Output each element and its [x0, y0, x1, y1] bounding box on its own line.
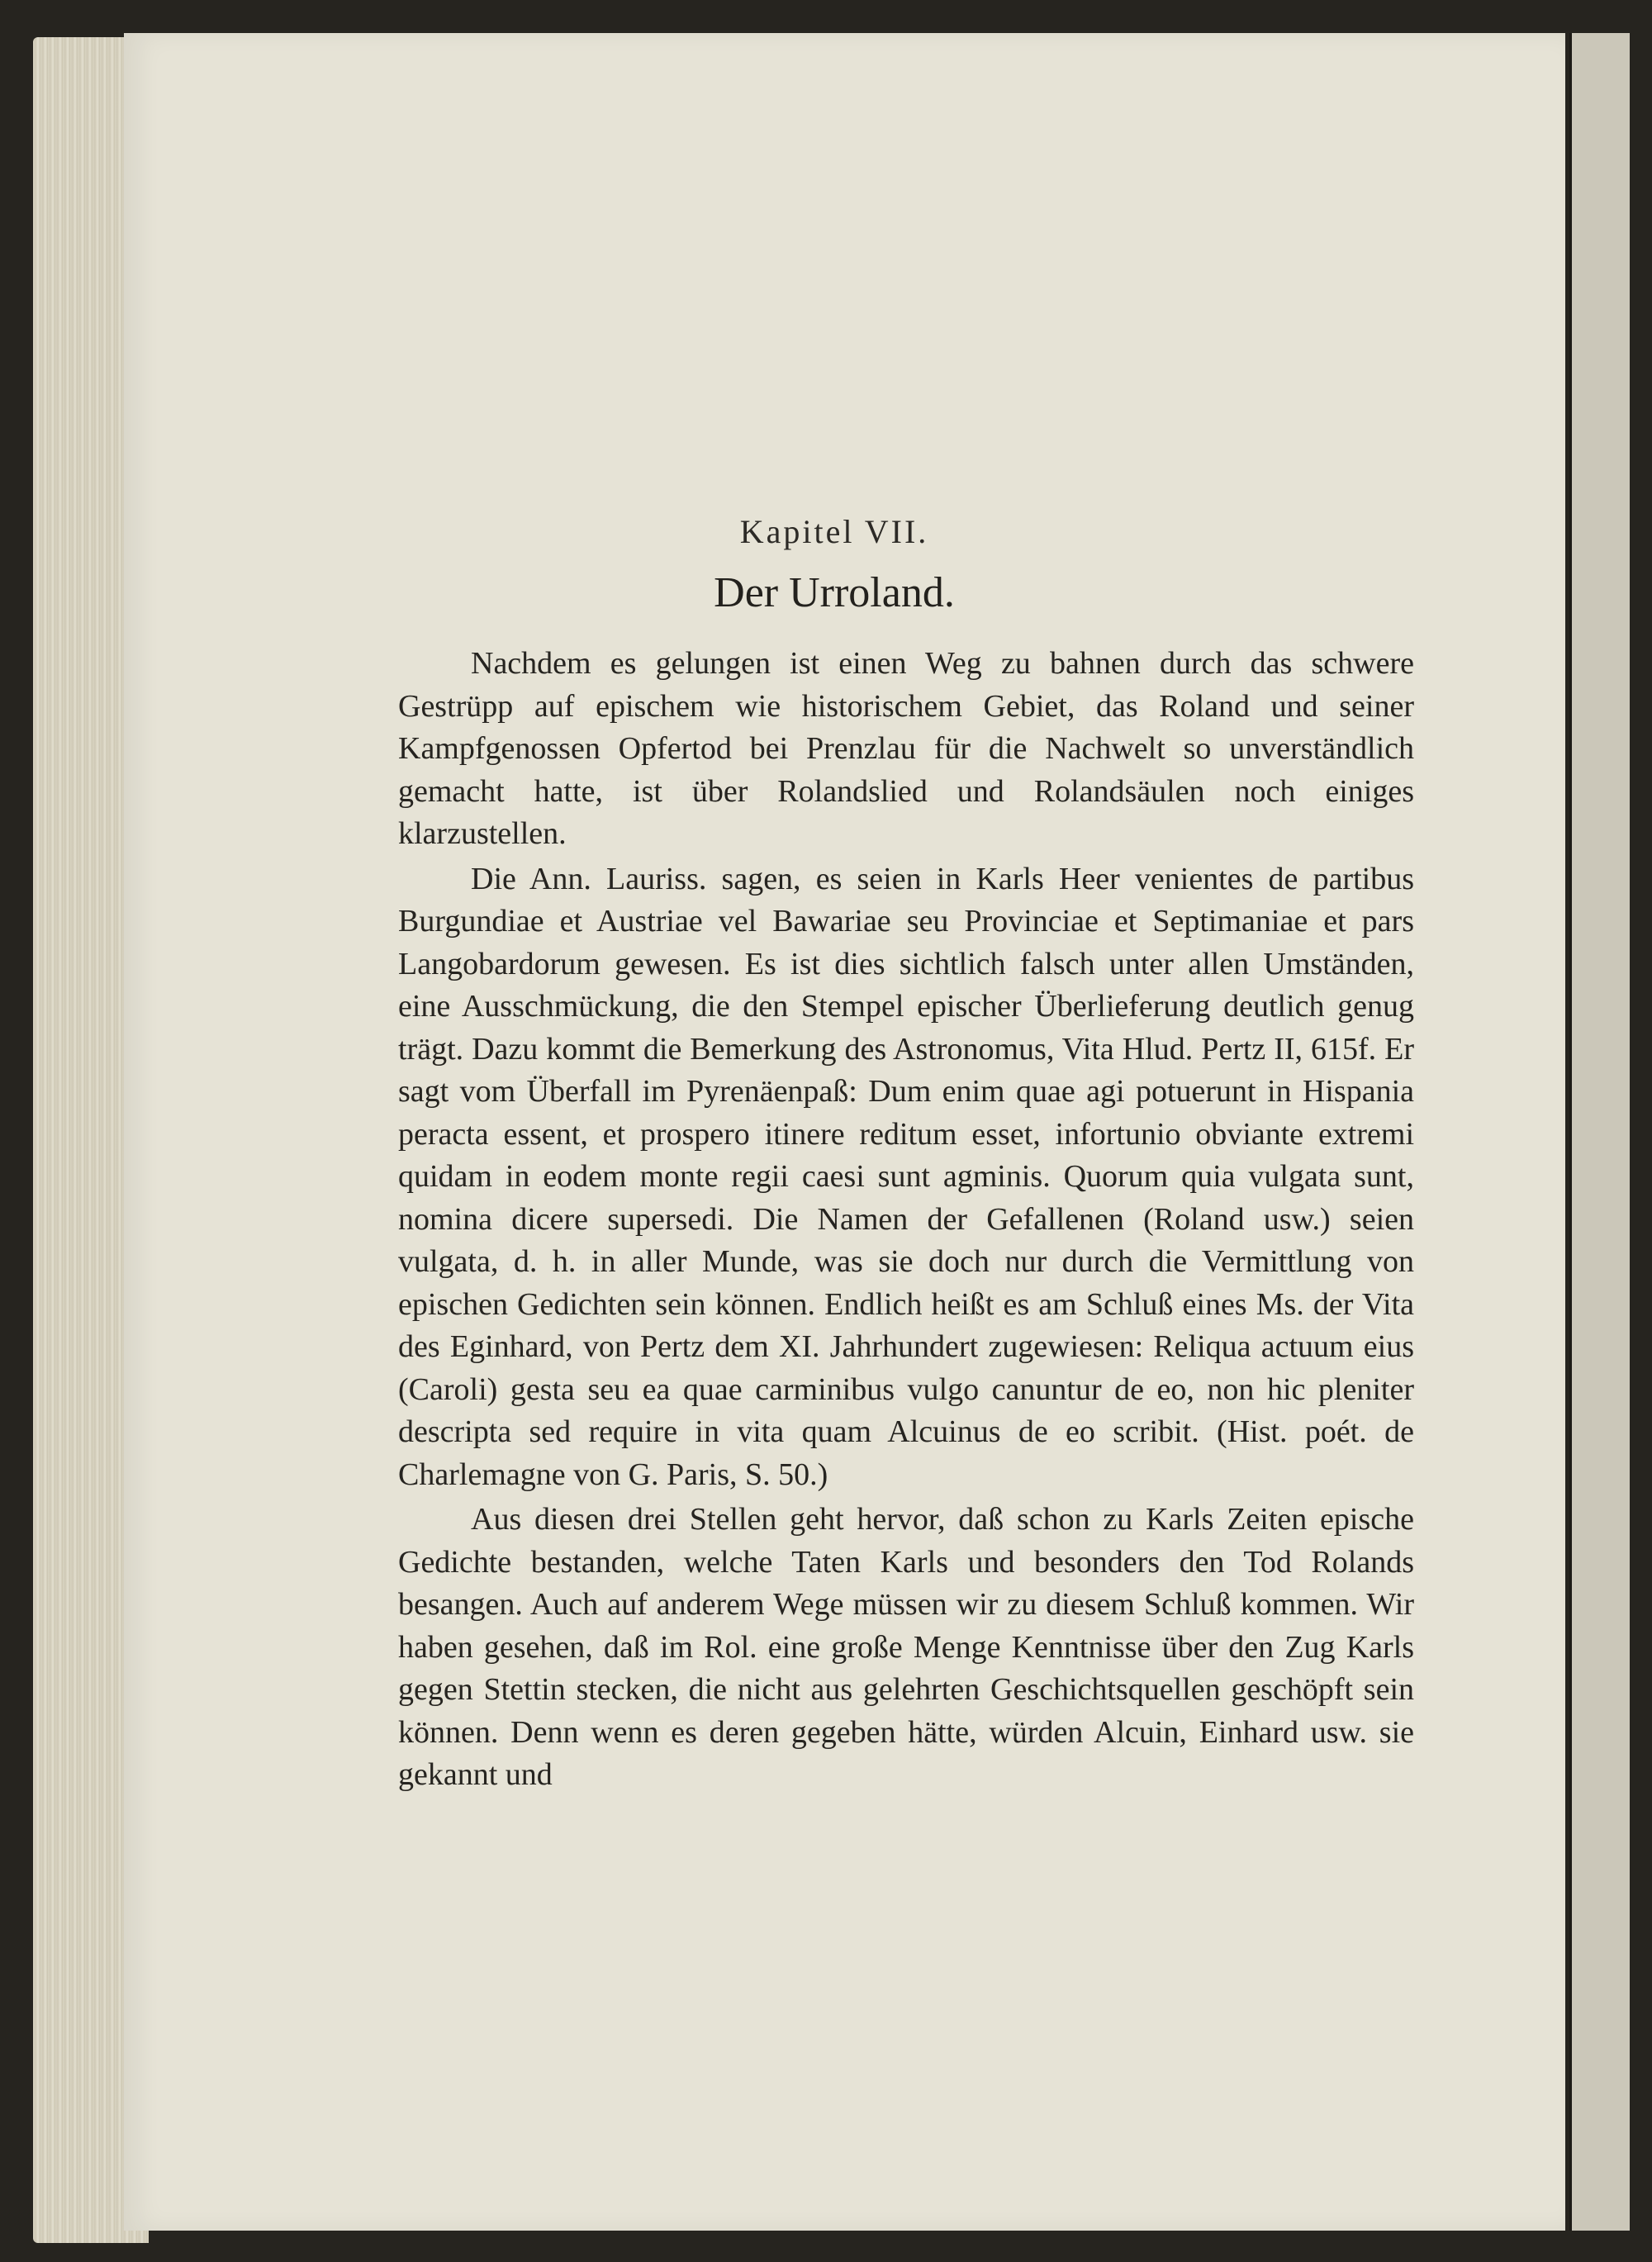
- paragraph-1: Nachdem es gelungen ist einen Weg zu bahnen durch das schwere Gestrüpp auf epischem wie historischem Gebiet, das Roland und seiner Kampfgenossen Opfertod bei Prenzlau für die Nachwelt so unverständlich gemacht hatte, ist über Rolandslied und Rolandsäulen noch einiges klarzustellen.: [398, 646, 1414, 851]
- next-page-edge: [1569, 33, 1630, 2231]
- paragraph-3: Aus diesen drei Stellen geht hervor, daß schon zu Karls Zeiten epische Gedichte bestanden, welche Taten Karls und besonders den Tod Rolands besangen. Auch auf anderem Wege müssen wir zu diesem Schluß kommen. Wir haben gesehen, daß im Rol. eine große Menge Kenntnisse über den Zug Karls gegen Stettin stecken, die nicht aus gelehrten Geschichtsquellen geschöpft sein können. Denn wenn es deren gegeben hätte, würden Alcuin, Einhard usw. sie gekannt und: [398, 1502, 1414, 1792]
- body-text: [398, 643, 1414, 1799]
- chapter-title: Der Urroland.: [714, 569, 955, 616]
- chapter-label: Kapitel VII.: [739, 513, 929, 550]
- paragraph-2: Die Ann. Lauriss. sagen, es seien in Karls Heer venientes de partibus Burgundiae et Austriae vel Bawariae seu Provinciae et Septimaniae et pars Langobardorum gewesen. Es ist dies sichtlich falsch unter allen Umständen, eine Ausschmückung, die den Stempel epischer Überlieferung deutlich genug trägt. Dazu kommt die Bemerkung des Astronomus, Vita Hlud. Pertz II, 615f. Er sagt vom Überfall im Pyrenäenpaß: Dum enim quae agi potuerunt in Hispania peracta essent, et prospero itinere reditum esset, infortunio obviante extremi quidam in eodem monte regii caesi sunt agminis. Quorum quia vulgata sunt, nomina dicere supersedi. Die Namen der Gefallenen (Roland usw.) seien vulgata, d. h. in aller Munde, was sie doch nur durch die Vermittlung von epischen Gedichten sein können. Endlich heißt es am Schluß eines Ms. der Vita des Eginhard, von Pertz dem XI. Jahrhundert zugewiesen: Reliqua actuum eius (Caroli) gesta seu ea quae carminibus vulgo canuntur de eo, non hic pleniter descripta sed require in vita quam Alcuinus de eo scribit. (Hist. poét. de Charlemagne von G. Paris, S. 50.): [398, 861, 1414, 1492]
